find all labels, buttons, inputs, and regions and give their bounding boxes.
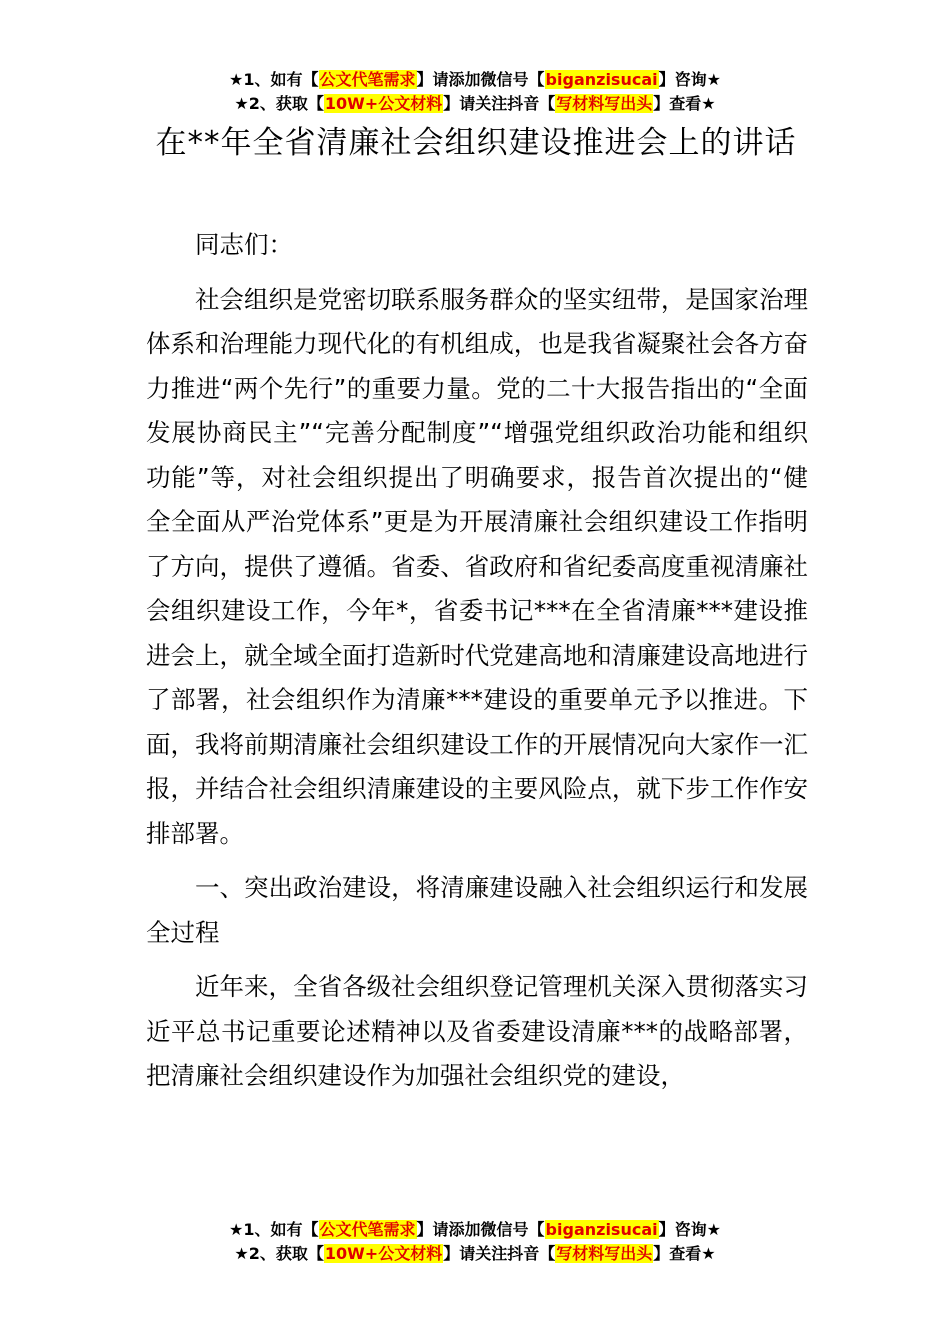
promo-line-2 [0,1242,950,1266]
star-icon: ★ [234,94,249,113]
promo-text: 】请关注抖音【 [443,1244,556,1263]
promo-text: 1、如有【 [243,70,319,89]
header-promo [0,68,950,116]
greeting: 同志们： [195,230,293,259]
douyin-account-highlight: 写材料写出头 [556,1244,653,1263]
document-title: 在**年全省清廉社会组织建设推进会上的讲话 [155,125,797,161]
promo-text: 】查看 [653,1244,702,1263]
promo-text: 】查看 [653,94,702,113]
star-icon: ★ [229,1220,244,1239]
document-body [146,223,808,1109]
body-paragraph: 近年来，全省各级社会组织登记管理机关深入贯彻落实习近平总书记重要论述精神以及省委建设清廉***的战略部署，把清廉社会组织建设作为加强社会组织党的建设， [146,972,808,1090]
star-icon: ★ [229,70,244,89]
douyin-account-highlight: 写材料写出头 [556,94,653,113]
body-paragraph: 社会组织是党密切联系服务群众的坚实纽带，是国家治理体系和治理能力现代化的有机组成，也是我省凝聚社会各方奋力推进“两个先行”的重要力量。党的二十大报告指出的“全面发展协商民主”“完善分配制度”“增强党组织政治功能和组织功能”等，对社会组织提出了明确要求，报告首次提出的“健全全面从严治党体系”更是为开展清廉社会组织建设工作指明了方向，提供了遵循。省委、省政府和省纪委高度重视清廉社会组织建设工作，今年*，省委书记***在全省清廉***建设推进会上，就全域全面打造新时代党建高地和清廉建设高地进行了部署，社会组织作为清廉***建设的重要单元予以推进。下面，我将前期清廉社会组织建设工作的开展情况向大家作一汇报，并结合社会组织清廉建设的主要风险点，就下步工作作安排部署。 [146,284,808,848]
wechat-id-highlight: biganzisucai [545,1220,658,1239]
promo-text: 2、获取【 [248,94,324,113]
footer-promo [0,1218,950,1266]
star-icon: ★ [706,1220,721,1239]
star-icon: ★ [706,70,721,89]
promo-line-2 [0,92,950,116]
section-heading: 一、突出政治建设，将清廉建设融入社会组织运行和发展全过程 [146,873,808,947]
promo-text: 】请添加微信号【 [416,1220,545,1239]
promo-line-1 [0,68,950,92]
star-icon: ★ [234,1244,249,1263]
promo-text: 1、如有【 [243,1220,319,1239]
wechat-id-highlight: biganzisucai [545,70,658,89]
star-icon: ★ [701,1244,716,1263]
promo-text: 】咨询 [658,70,707,89]
star-icon: ★ [701,94,716,113]
promo-highlight: 10W+公文材料 [324,1244,443,1263]
promo-highlight: 公文代笔需求 [319,1220,416,1239]
promo-highlight: 公文代笔需求 [319,70,416,89]
promo-highlight: 10W+公文材料 [324,94,443,113]
promo-text: 】请添加微信号【 [416,70,545,89]
promo-text: 】请关注抖音【 [443,94,556,113]
promo-text: 】咨询 [658,1220,707,1239]
promo-text: 2、获取【 [248,1244,324,1263]
promo-line-1 [0,1218,950,1242]
